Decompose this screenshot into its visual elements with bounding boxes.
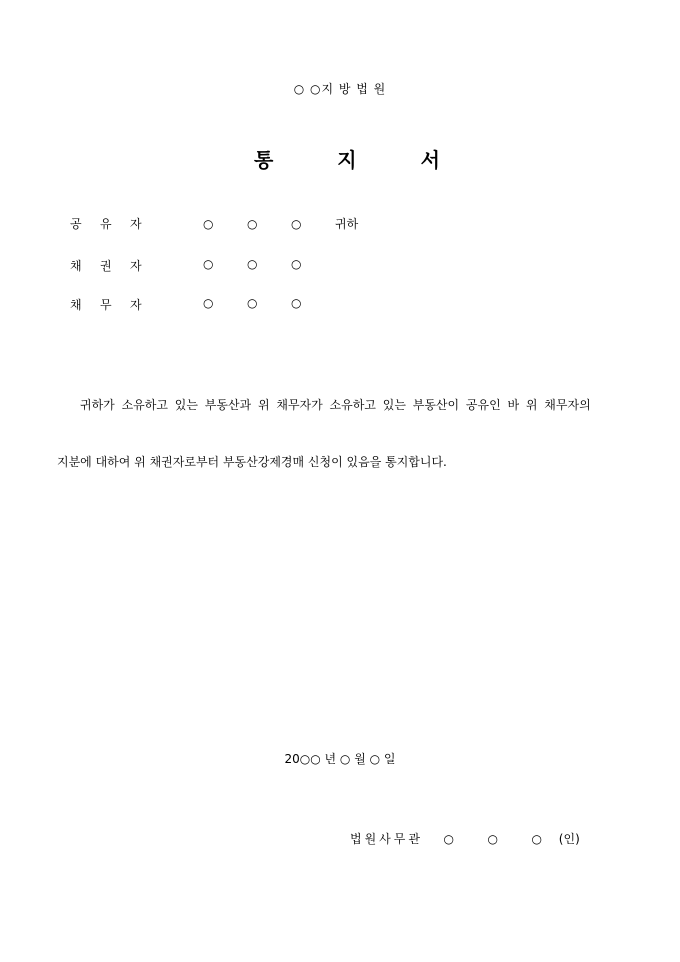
label-char: 공 [70, 217, 82, 231]
label-char: 자 [130, 259, 142, 273]
label-char: 채 [70, 259, 82, 273]
signer-name-char: ○ [487, 832, 499, 846]
label-char: 권 [100, 259, 112, 273]
title-char-1: 통 [253, 148, 274, 172]
signer-name-char: ○ [531, 832, 543, 846]
signature-block [350, 830, 580, 847]
honorific: 귀하 [335, 217, 359, 231]
body-text-line-1: 귀하가 소유하고 있는 부동산과 위 채무자가 소유하고 있는 부동산이 공유인 바 위 채무자의 [80, 398, 591, 412]
name-char: ○ [291, 217, 302, 231]
name-char: ○ [203, 296, 214, 310]
seal-mark: (인) [558, 832, 580, 846]
signer-title: 법원사무관 [350, 832, 423, 846]
name-char: ○ [247, 257, 258, 271]
title-char-2: 지 [337, 148, 357, 172]
label-char: 무 [100, 298, 112, 312]
name-char: ○ [291, 296, 302, 310]
debtor-label [70, 296, 160, 313]
label-char: 채 [70, 298, 82, 312]
label-char: 유 [100, 217, 112, 231]
document-title [0, 120, 680, 173]
name-char: ○ [291, 257, 302, 271]
name-char: ○ [203, 217, 214, 231]
creditor-name [203, 257, 335, 271]
creditor-label [70, 257, 160, 274]
name-char: ○ [203, 257, 214, 271]
debtor-name [203, 296, 335, 310]
document-date: 20○○ 년 ○ 월 ○ 일 [284, 752, 396, 766]
name-char: ○ [247, 296, 258, 310]
body-text-line-2: 지분에 대하여 위 채권자로부터 부동산강제경매 신청이 있음을 통지합니다. [57, 455, 447, 469]
label-char: 자 [130, 217, 142, 231]
co-owner-name [203, 215, 379, 232]
court-name: ○ ○지 방 법 원 [293, 82, 387, 96]
title-char-3: 서 [420, 148, 440, 172]
label-char: 자 [130, 298, 142, 312]
signer-name-char: ○ [443, 832, 455, 846]
co-owner-label [70, 215, 160, 232]
name-char: ○ [247, 217, 258, 231]
